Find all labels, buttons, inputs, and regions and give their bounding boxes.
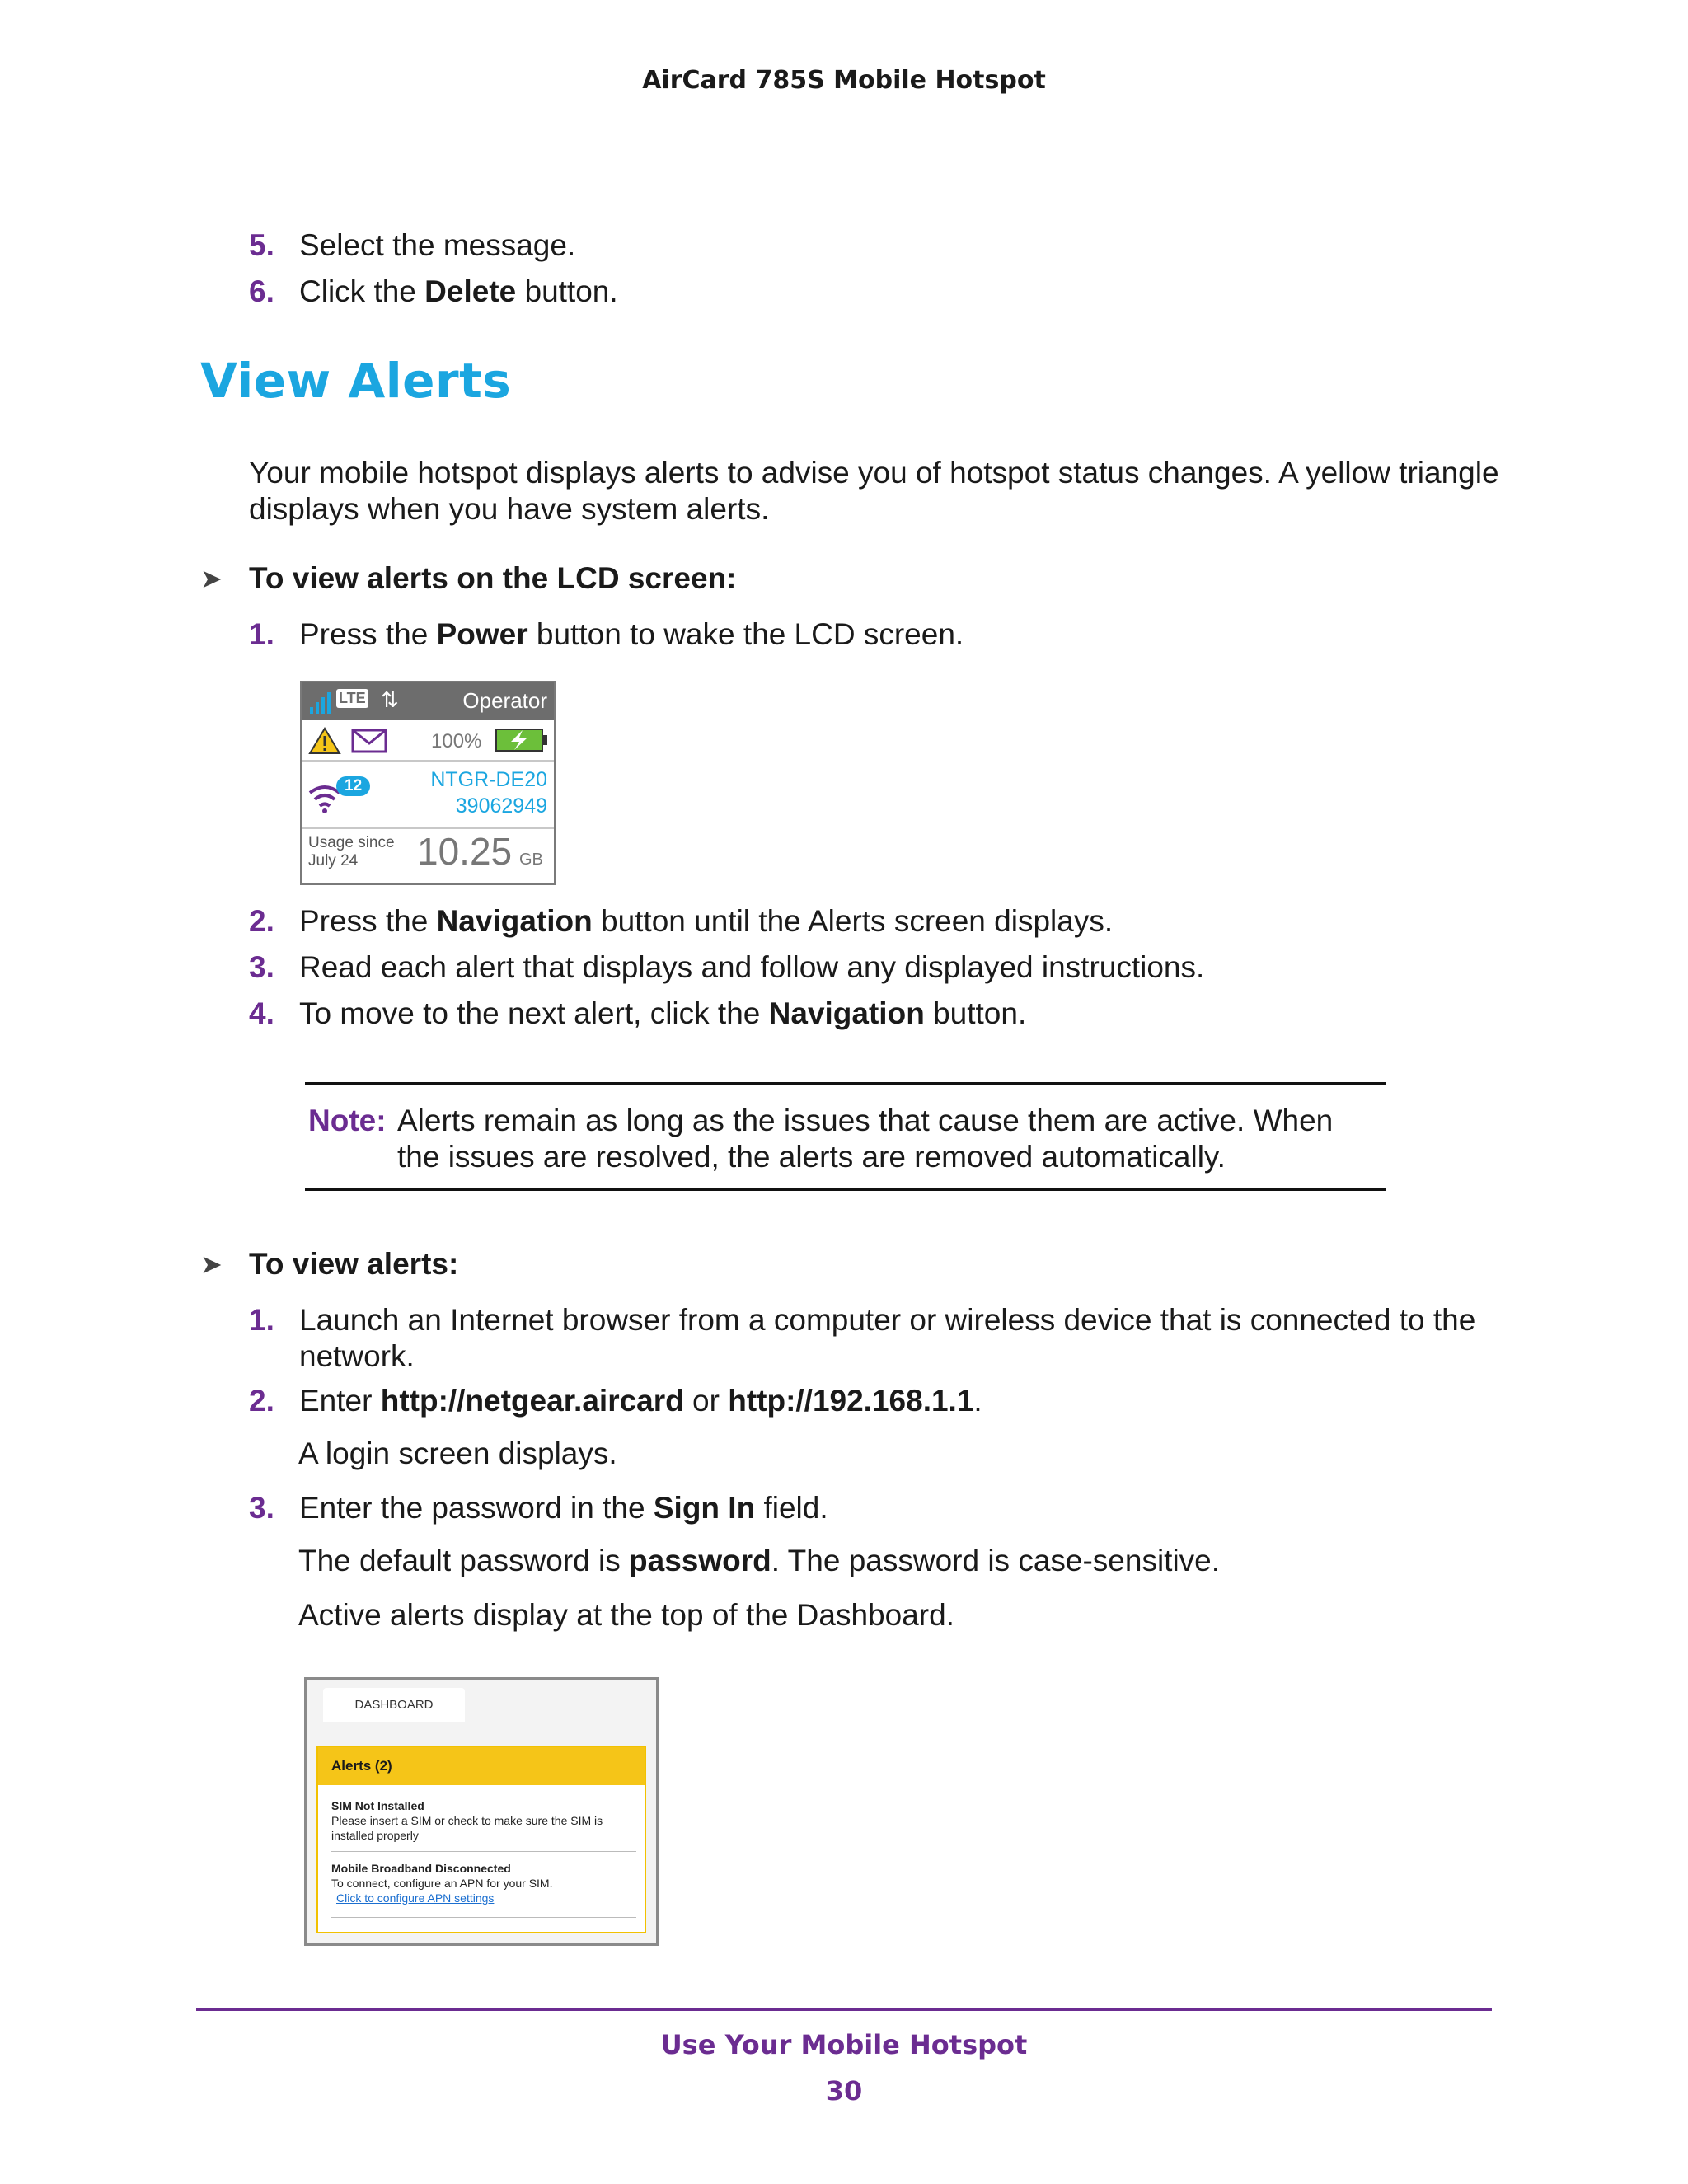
- step-3-password-note: The default password is password. The password is case-sensitive.: [298, 1544, 1221, 1577]
- step-number: 2.: [249, 904, 274, 938]
- footer-chapter-title: Use Your Mobile Hotspot: [660, 2029, 1028, 2060]
- footer-rule: [196, 2008, 1492, 2011]
- step-text: Launch an Internet browser from a computer or wireless device that is connected to the network.: [299, 1303, 1476, 1373]
- step-text: Enter http://netgear.aircard or http://192.168.1.1.: [299, 1384, 982, 1418]
- arrow-bullet-icon: ➤: [200, 564, 223, 593]
- step-text: Click the Delete button.: [299, 274, 618, 308]
- note-label: Note:: [308, 1104, 387, 1137]
- step-number: 6.: [249, 274, 274, 308]
- alert-divider: [331, 1851, 636, 1852]
- dashboard-figure: [304, 1677, 659, 1946]
- section-title: View Alerts: [200, 353, 512, 409]
- note-top-rule: [305, 1082, 1386, 1085]
- arrow-bullet-icon: ➤: [200, 1249, 223, 1279]
- data-arrows-icon: ⇅: [381, 687, 399, 712]
- wifi-password: 39062949: [455, 794, 547, 818]
- delete-label: Delete: [424, 274, 517, 308]
- step-number: 1.: [249, 617, 274, 651]
- warning-triangle-icon: [308, 727, 341, 755]
- step-number: 4.: [249, 996, 274, 1030]
- configure-apn-link[interactable]: Click to configure APN settings: [336, 1891, 495, 1905]
- alert-item: [331, 1861, 636, 1905]
- operator-name: Operator: [462, 688, 547, 713]
- step-text: To move to the next alert, click the Navigation button.: [299, 996, 1027, 1030]
- dashboard-tab[interactable]: DASHBOARD: [323, 1688, 465, 1722]
- alert-title: Mobile Broadband Disconnected: [331, 1862, 511, 1875]
- alerts-header: Alerts (2): [318, 1747, 645, 1785]
- envelope-icon: [351, 729, 387, 753]
- step-number: 1.: [249, 1303, 274, 1337]
- lcd-alert-row: [302, 720, 554, 762]
- alert-divider: [331, 1917, 636, 1918]
- alert-message: To connect, configure an APN for your SIM.: [331, 1877, 553, 1890]
- usage-value: 10.25: [417, 830, 513, 873]
- step-number: 3.: [249, 950, 274, 984]
- step-3-result: Active alerts display at the top of the Dashboard.: [298, 1598, 954, 1632]
- wifi-credentials: [430, 766, 547, 819]
- note-text: Alerts remain as long as the issues that cause them are active. When the issues are resolved, the alerts are removed automatically.: [397, 1104, 1334, 1174]
- step-text: Press the Power button to wake the LCD screen.: [299, 617, 964, 651]
- connected-devices-badge: 12: [336, 776, 370, 796]
- usage-unit: GB: [519, 851, 543, 869]
- lcd-screen-figure: [300, 681, 556, 885]
- alerts-panel: [316, 1746, 646, 1933]
- step-text: Enter the password in the Sign In field.: [299, 1491, 828, 1525]
- battery-charging-icon: [495, 727, 549, 753]
- url-ip: http://192.168.1.1: [728, 1384, 974, 1418]
- signal-bars-icon: [308, 691, 333, 714]
- ssid: NTGR-DE20: [430, 768, 547, 791]
- battery-percent: 100%: [431, 730, 482, 752]
- usage-label: Usage since July 24: [308, 834, 395, 869]
- url-aircard: http://netgear.aircard: [380, 1384, 684, 1418]
- step-text: Select the message.: [299, 228, 576, 262]
- lcd-wifi-row: [302, 762, 554, 829]
- page-number: 30: [825, 2075, 863, 2107]
- running-header: AirCard 785S Mobile Hotspot: [642, 66, 1046, 95]
- step-text: Read each alert that displays and follow any displayed instructions.: [299, 950, 1205, 984]
- step-number: 2.: [249, 1384, 274, 1418]
- step-2-result: A login screen displays.: [298, 1436, 617, 1470]
- step-number: 5.: [249, 228, 274, 262]
- note-bottom-rule: [305, 1188, 1386, 1191]
- step-text: Press the Navigation button until the Alerts screen displays.: [299, 904, 1114, 938]
- alert-title: SIM Not Installed: [331, 1799, 424, 1812]
- alert-message: Please insert a SIM or check to make sure the SIM is installed properly: [331, 1814, 603, 1842]
- network-type: LTE: [336, 689, 368, 708]
- step-number: 3.: [249, 1491, 274, 1525]
- intro-paragraph: Your mobile hotspot displays alerts to advise you of hotspot status changes. A yellow triangle displays when you have system alerts.: [249, 456, 1499, 526]
- lcd-status-bar: [302, 682, 554, 720]
- alert-item: [331, 1798, 636, 1843]
